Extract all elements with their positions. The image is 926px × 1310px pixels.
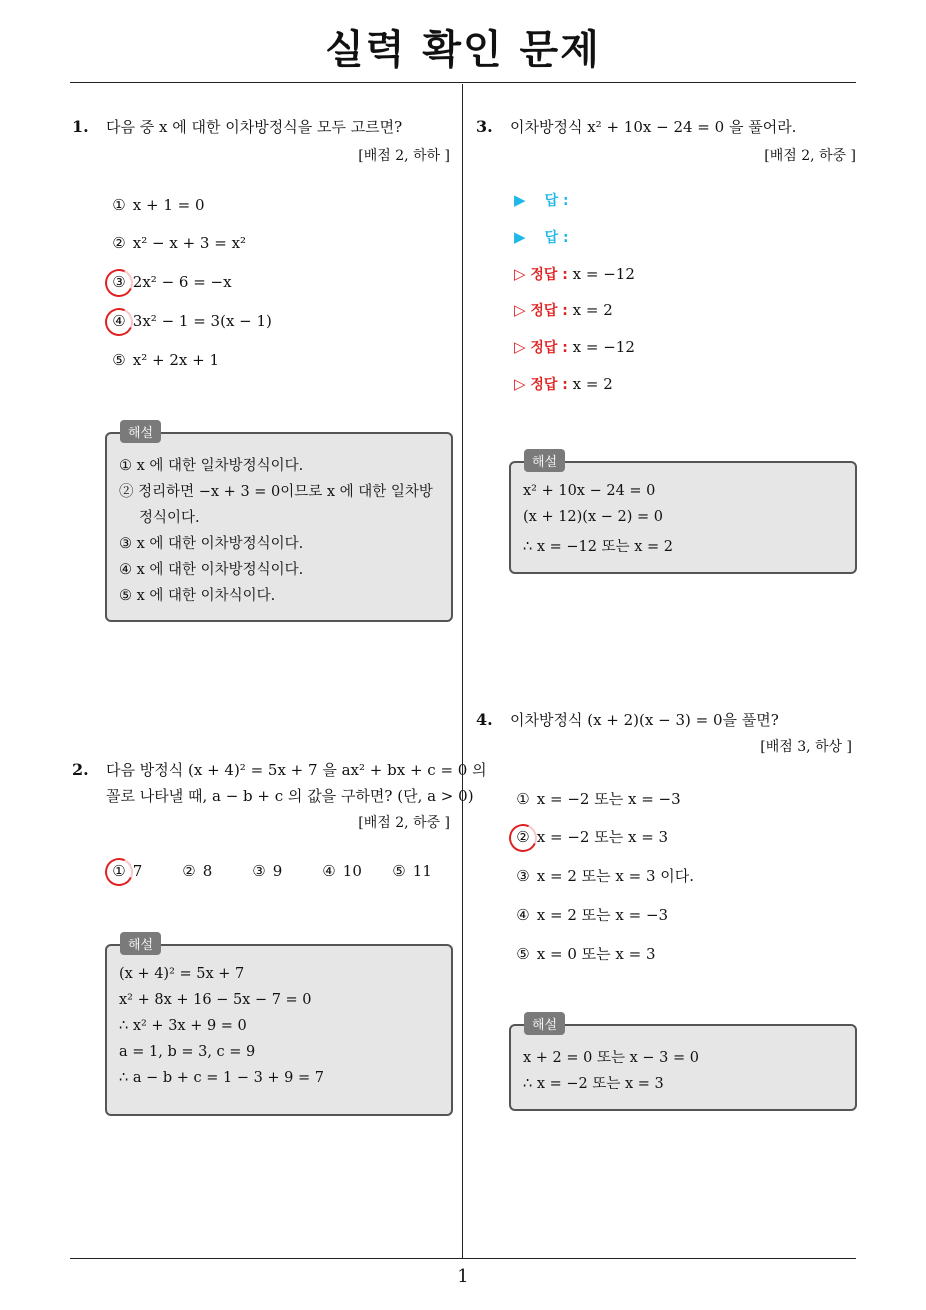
answer-label: 정답 :: [530, 267, 568, 283]
option-3[interactable]: [250, 862, 282, 880]
option-text: x = 2 또는 x = −3: [536, 906, 669, 924]
solution-line: ⑤ x 에 대한 이차식이다.: [119, 588, 276, 604]
option-text: x + 1 = 0: [132, 196, 205, 214]
solution-tag: 해설: [120, 932, 161, 955]
score-label: [배점 2, 하중 ]: [358, 815, 450, 831]
answer-value: x = −12: [572, 338, 635, 356]
option-mark: ③: [252, 862, 266, 880]
option-text: x = 0 또는 x = 3: [536, 945, 656, 963]
solution-line: ② 정리하면 −x + 3 = 0이므로 x 에 대한 일차방: [119, 484, 433, 500]
solution-box: [105, 944, 453, 1116]
option-5[interactable]: [110, 351, 219, 369]
question-text: 다음 중 x 에 대한 이차방정식을 모두 고르면?: [106, 118, 403, 136]
option-mark: ⑤: [516, 945, 530, 963]
option-mark: ⑤: [392, 862, 406, 880]
option-text: 11: [412, 862, 432, 880]
solution-line: x² + 8x + 16 − 5x − 7 = 0: [119, 992, 312, 1008]
option-text: x = −2 또는 x = 3: [536, 828, 669, 846]
selected-option-mark: ③: [110, 273, 128, 291]
option-mark: ②: [182, 862, 196, 880]
question-text: 이차방정식 (x + 2)(x − 3) = 0을 풀면?: [510, 711, 779, 729]
solution-line: 정식이다.: [139, 510, 200, 526]
solution-box: [105, 432, 453, 622]
answer-row-3: [514, 264, 635, 284]
option-text: 7: [132, 862, 143, 880]
score-label: [배점 2, 하중 ]: [764, 148, 856, 164]
question-number: 3.: [476, 117, 493, 136]
score-label: [배점 2, 하하 ]: [358, 148, 450, 164]
answer-label: 답 :: [544, 193, 569, 209]
option-4[interactable]: [514, 904, 668, 925]
option-text: x² + 2x + 1: [132, 351, 220, 369]
option-mark: ④: [322, 862, 336, 880]
question-number: 1.: [72, 117, 89, 136]
question-number: 2.: [72, 760, 89, 779]
option-text: 3x² − 1 = 3(x − 1): [132, 312, 272, 330]
solution-line: x + 2 = 0 또는 x − 3 = 0: [523, 1050, 699, 1066]
selected-option-mark: ④: [110, 312, 128, 330]
option-3[interactable]: [110, 273, 232, 291]
option-mark: ④: [516, 906, 530, 924]
solution-line: ∴ x² + 3x + 9 = 0: [119, 1018, 247, 1034]
play-outline-icon: ▷: [514, 265, 526, 283]
play-outline-icon: ▷: [514, 375, 526, 393]
play-icon: ▶: [514, 191, 526, 209]
solution-line: (x + 12)(x − 2) = 0: [523, 509, 663, 525]
option-text: 8: [202, 862, 213, 880]
option-mark: ②: [112, 234, 126, 252]
answer-row-4: [514, 300, 613, 320]
question-number: 4.: [476, 710, 493, 729]
score-label: [배점 3, 하상 ]: [760, 739, 852, 755]
answer-label: 정답 :: [530, 377, 568, 393]
option-mark: ①: [112, 196, 126, 214]
option-4[interactable]: [320, 862, 362, 880]
answer-label: 정답 :: [530, 303, 568, 319]
question-text: 이차방정식 x² + 10x − 24 = 0 을 풀어라.: [510, 118, 797, 136]
answer-label: 정답 :: [530, 340, 568, 356]
option-2[interactable]: [180, 862, 212, 880]
solution-line: (x + 4)² = 5x + 7: [119, 966, 245, 982]
selected-option-mark: ②: [514, 828, 532, 846]
solution-line: ① x 에 대한 일차방정식이다.: [119, 458, 304, 474]
page-title: 실력 확인 문제: [325, 27, 601, 73]
answer-row-1: [514, 190, 569, 210]
option-text: x² − x + 3 = x²: [132, 234, 247, 252]
answer-label: 답 :: [544, 230, 569, 246]
option-mark: ①: [516, 790, 530, 808]
option-text: 9: [272, 862, 283, 880]
option-mark: ③: [516, 867, 530, 885]
option-3[interactable]: [514, 865, 694, 886]
solution-line: ∴ x = −2 또는 x = 3: [523, 1076, 664, 1092]
answer-row-5: [514, 337, 635, 357]
option-text: 2x² − 6 = −x: [132, 273, 232, 291]
solution-line: ④ x 에 대한 이차방정식이다.: [119, 562, 304, 578]
play-icon: ▶: [514, 228, 526, 246]
answer-value: x = 2: [572, 301, 613, 319]
answer-value: x = 2: [572, 375, 613, 393]
option-5[interactable]: [514, 943, 656, 964]
solution-tag: 해설: [524, 449, 565, 472]
column-divider: [462, 84, 463, 1259]
option-text: x = 2 또는 x = 3 이다.: [536, 867, 695, 885]
option-mark: ⑤: [112, 351, 126, 369]
option-text: x = −2 또는 x = −3: [536, 790, 681, 808]
top-divider: [70, 82, 856, 83]
option-1[interactable]: [110, 862, 142, 880]
answer-row-2: [514, 227, 569, 247]
option-1[interactable]: [110, 196, 205, 214]
answer-value: x = −12: [572, 265, 635, 283]
answer-row-6: [514, 374, 613, 394]
question-text-line-2: 꼴로 나타낼 때, a − b + c 의 값을 구하면? (단, a > 0): [106, 787, 474, 805]
solution-line: ∴ a − b + c = 1 − 3 + 9 = 7: [119, 1070, 324, 1086]
option-2[interactable]: [110, 234, 246, 252]
play-outline-icon: ▷: [514, 301, 526, 319]
play-outline-icon: ▷: [514, 338, 526, 356]
solution-line: x² + 10x − 24 = 0: [523, 483, 656, 499]
question-text-line-1: 다음 방정식 (x + 4)² = 5x + 7 을 ax² + bx + c = 0 의: [106, 761, 487, 779]
bottom-divider: [70, 1258, 856, 1259]
solution-tag: 해설: [524, 1012, 565, 1035]
page-number: 1: [457, 1266, 469, 1287]
option-2[interactable]: [514, 826, 668, 847]
solution-box: [509, 1024, 857, 1111]
option-text: 10: [342, 862, 362, 880]
solution-line: ③ x 에 대한 이차방정식이다.: [119, 536, 304, 552]
solution-box: [509, 461, 857, 574]
option-5[interactable]: [390, 862, 432, 880]
option-4[interactable]: [110, 312, 272, 330]
solution-tag: 해설: [120, 420, 161, 443]
option-1[interactable]: [514, 788, 681, 809]
selected-option-mark: ①: [110, 862, 128, 880]
solution-line: a = 1, b = 3, c = 9: [119, 1044, 256, 1060]
solution-line: ∴ x = −12 또는 x = 2: [523, 539, 673, 555]
